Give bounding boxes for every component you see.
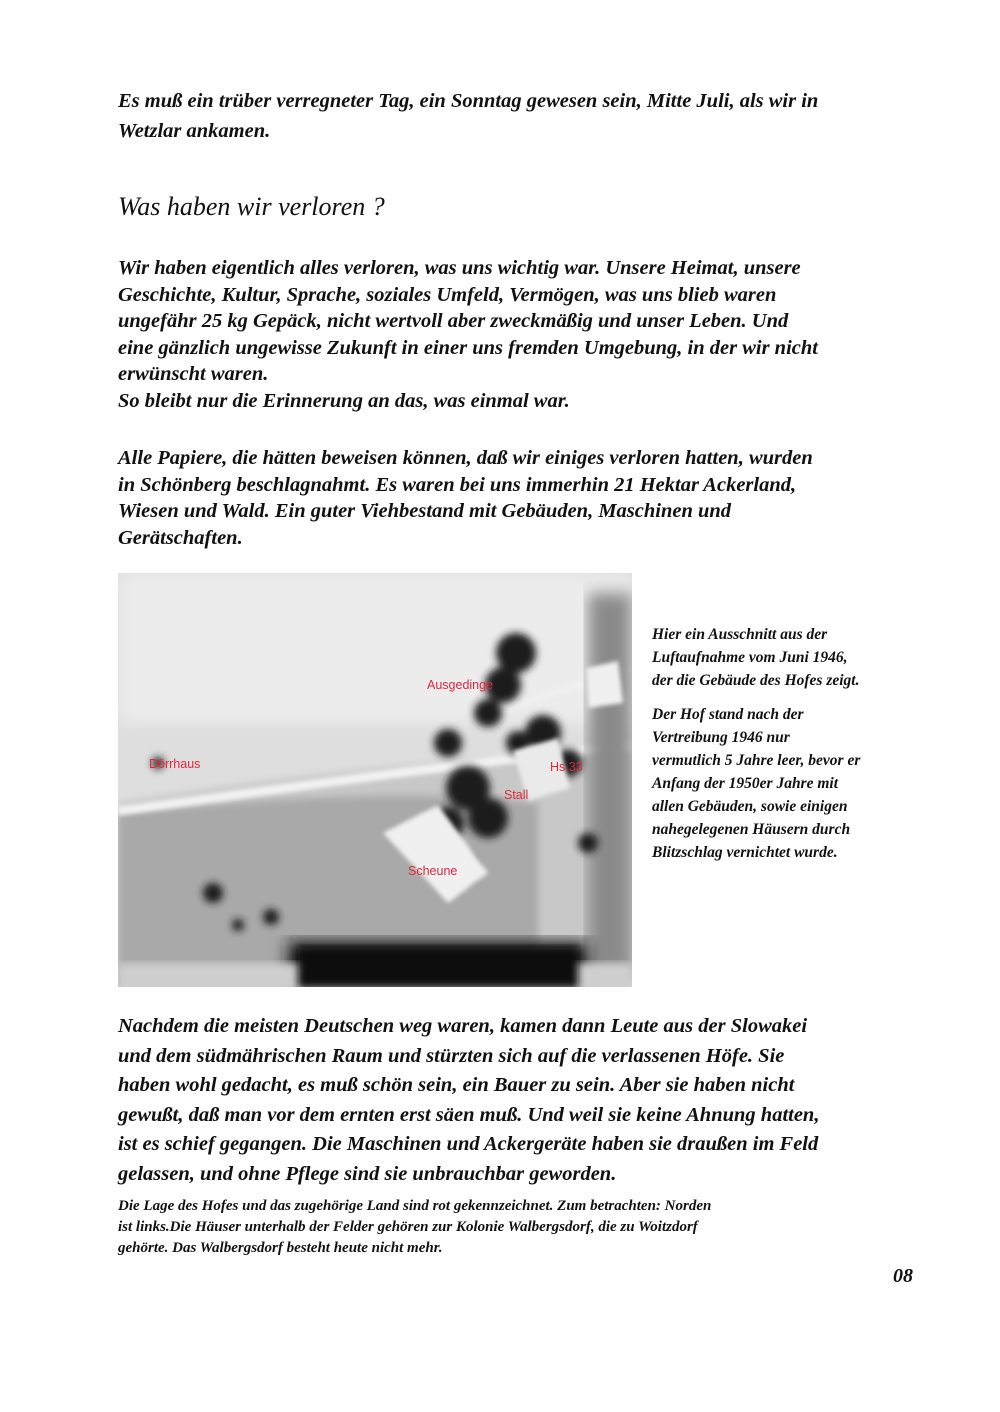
note-line: Die Lage des Hofes und das zugehörige Land sind rot gekennzeichnet. Zum betrachten: Norden xyxy=(118,1198,712,1214)
paragraph-papers xyxy=(118,445,918,551)
text-line: ist es schief gegangen. Die Maschinen und Ackergeräte haben sie draußen im Feld xyxy=(118,1133,819,1155)
caption-line: Hier ein Ausschnitt aus der xyxy=(652,626,828,643)
page-number: 08 xyxy=(893,1265,913,1287)
text-line: Alle Papiere, die hätten beweisen können, daß wir einiges verloren hatten, wurden xyxy=(118,447,813,469)
note-line: ist links.Die Häuser unterhalb der Felder gehören zur Kolonie Walbergsdorf, die zu Woitzdorf xyxy=(118,1219,698,1235)
caption-line: Blitzschlag vernichtet wurde. xyxy=(652,844,838,861)
text-line: eine gänzlich ungewisse Zukunft in einer uns fremden Umgebung, in der wir nicht xyxy=(118,336,818,359)
label-hs33: Hs.33 xyxy=(550,760,583,774)
caption-paragraph xyxy=(652,623,972,692)
text-line: und dem südmährischen Raum und stürzten sich auf die verlassenen Höfe. Sie xyxy=(118,1044,785,1067)
label-scheune: Scheune xyxy=(408,864,458,878)
caption-line: vermutlich 5 Jahre leer, bevor er xyxy=(652,752,861,769)
note-line: gehörte. Das Walbergsdorf besteht heute nicht mehr. xyxy=(118,1240,443,1256)
footnote xyxy=(118,1196,938,1259)
paragraph-losses xyxy=(118,255,918,414)
text-line: erwünscht waren. xyxy=(118,363,269,385)
text-line: gelassen, und ohne Pflege sind sie unbrauchbar geworden. xyxy=(118,1162,617,1185)
paragraph-newcomers xyxy=(118,1012,938,1189)
label-stall: Stall xyxy=(504,788,529,802)
photo-caption xyxy=(652,623,972,864)
caption-paragraph xyxy=(652,703,972,864)
aerial-photo-image xyxy=(118,573,632,987)
caption-line: Der Hof stand nach der xyxy=(652,706,804,723)
section-heading: Was haben wir verloren ? xyxy=(118,192,385,221)
caption-line: Vertreibung 1946 nur xyxy=(652,729,790,746)
text-line: Wiesen und Wald. Ein guter Viehbestand mit Gebäuden, Maschinen und xyxy=(118,500,732,522)
text-line: So bleibt nur die Erinnerung an das, was einmal war. xyxy=(118,389,570,412)
caption-line: allen Gebäuden, sowie einigen xyxy=(652,798,848,815)
text-line: Wir haben eigentlich alles verloren, was uns wichtig war. Unsere Heimat, unsere xyxy=(118,257,801,279)
intro-line: Es muß ein trüber verregneter Tag, ein Sonntag gewesen sein, Mitte Juli, als wir in xyxy=(118,90,819,112)
aerial-photo xyxy=(118,573,632,987)
text-line: Geschichte, Kultur, Sprache, soziales Umfeld, Vermögen, was uns blieb waren xyxy=(118,283,777,306)
text-line: gewußt, daß man vor dem ernten erst säen muß. Und weil sie keine Ahnung hatten, xyxy=(118,1103,820,1126)
label-ausgedinge: Ausgedinge xyxy=(427,678,494,692)
text-line: Gerätschaften. xyxy=(118,526,243,549)
caption-line: Luftaufnahme vom Juni 1946, xyxy=(652,649,848,666)
caption-line: Anfang der 1950er Jahre mit xyxy=(652,775,839,792)
intro-line: Wetzlar ankamen. xyxy=(118,120,271,142)
label-doerrhaus: Dörrhaus xyxy=(149,757,201,771)
caption-line: nahegelegenen Häusern durch xyxy=(652,821,851,838)
text-line: haben wohl gedacht, es muß schön sein, ein Bauer zu sein. Aber sie haben nicht xyxy=(118,1074,795,1096)
caption-line: der die Gebäude des Hofes zeigt. xyxy=(652,672,860,689)
text-line: ungefähr 25 kg Gepäck, nicht wertvoll aber zweckmäßig und unser Leben. Und xyxy=(118,310,789,332)
text-line: in Schönberg beschlagnahmt. Es waren bei uns immerhin 21 Hektar Ackerland, xyxy=(118,473,797,496)
text-line: Nachdem die meisten Deutschen weg waren, kamen dann Leute aus der Slowakei xyxy=(118,1015,808,1037)
intro-paragraph xyxy=(118,86,918,146)
